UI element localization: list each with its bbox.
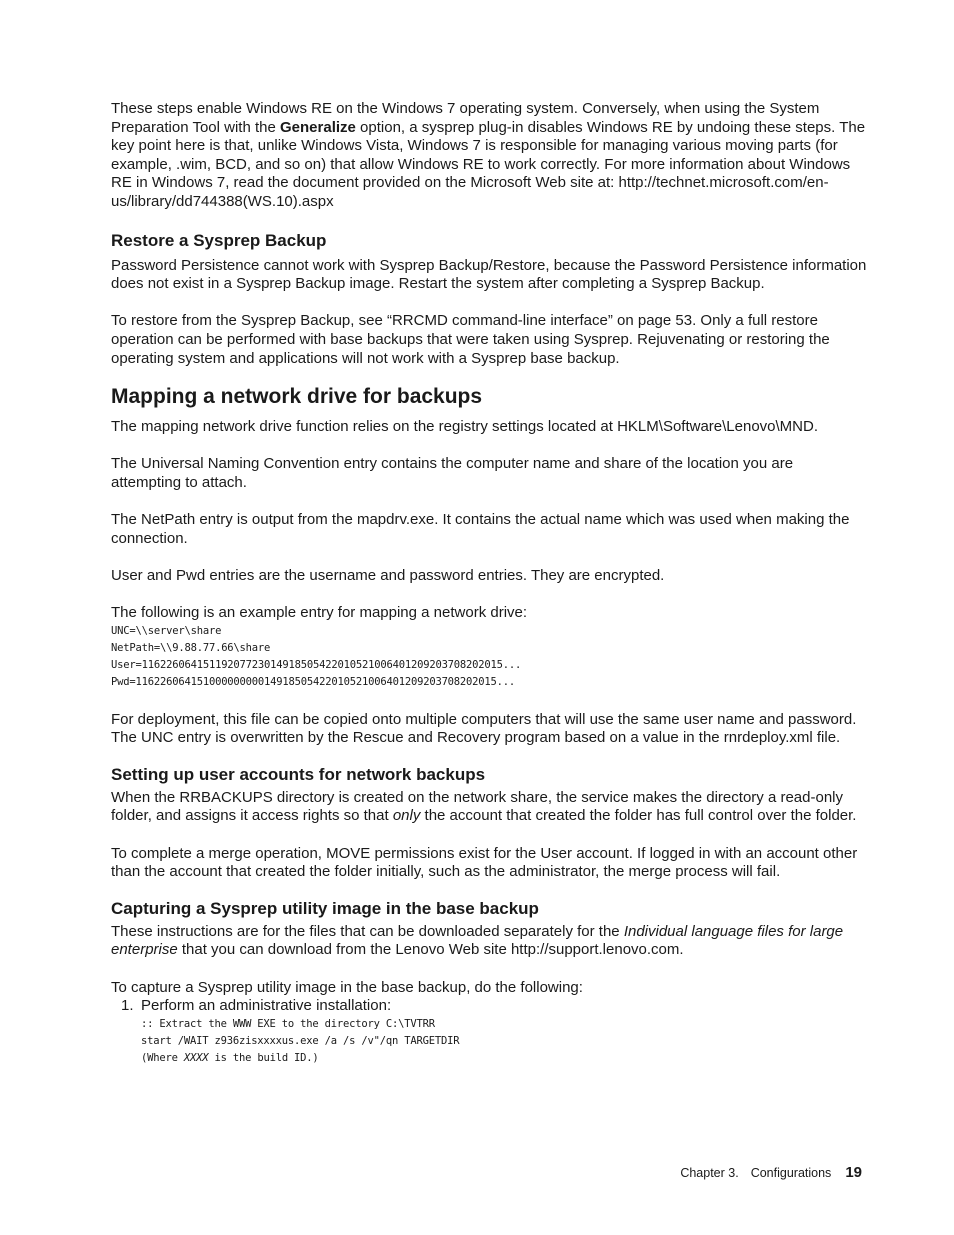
restore-paragraph-2: To restore from the Sysprep Backup, see “RRCMD command-line interface” on page 53. Only a full restore operation can be performed with base backups that were taken using Sysprep. Rejuvenating or restoring the operating system and applications will not work with a Sysprep base backup. bbox=[111, 312, 830, 367]
capture-text-a: These instructions are for the files that can be downloaded separately for the bbox=[111, 922, 624, 940]
build-id-placeholder: XXXX bbox=[183, 1051, 209, 1064]
restore-heading: Restore a Sysprep Backup bbox=[111, 230, 327, 250]
capture-text-b: that you can download from the Lenovo Web site http://support.lenovo.com. bbox=[177, 941, 684, 959]
capture-heading: Capturing a Sysprep utility image in the base backup bbox=[111, 898, 539, 918]
accounts-paragraph-1 bbox=[111, 789, 867, 826]
mapping-code-line-pwd: Pwd=11622606415100000000014918505422010521006401209203708202015... bbox=[111, 675, 516, 688]
page-footer bbox=[680, 1164, 862, 1181]
language-files-emphasis: Individual language files for large enterprise bbox=[111, 922, 844, 959]
capture-paragraph-1 bbox=[111, 923, 867, 960]
step-code-line-1: :: Extract the WWW EXE to the directory C:\TVTRR bbox=[141, 1017, 435, 1030]
footer-section: Configurations bbox=[750, 1166, 832, 1180]
restore-paragraph-1: Password Persistence cannot work with Sysprep Backup/Restore, because the Password Persistence information does not exist in a Sysprep Backup image. Restart the system after completing a Sysprep Backup. bbox=[111, 256, 867, 293]
mapping-code-line-netpath: NetPath=\\9.88.77.66\share bbox=[111, 641, 271, 654]
only-emphasis: only bbox=[392, 807, 421, 825]
accounts-text-b: the account that created the folder has full control over the folder. bbox=[420, 807, 857, 825]
accounts-text-a: When the RRBACKUPS directory is created on the network share, the service makes the directory a read-only folder, and assigns it access rights so that bbox=[111, 788, 843, 825]
mapping-paragraph-1: The mapping network drive function relies on the registry settings located at HKLM\Software\Lenovo\MND. bbox=[111, 418, 819, 436]
step-text: Perform an administrative installation: bbox=[141, 997, 392, 1015]
step-code-line-2: start /WAIT z936zisxxxxus.exe /a /s /v"/qn TARGETDIR bbox=[141, 1034, 460, 1047]
accounts-paragraph-2: To complete a merge operation, MOVE permissions exist for the User account. If logged in with an account other than the account that created the folder initially, such as the administrator, the merge process will fail. bbox=[111, 844, 858, 881]
intro-text-b: option, a sysprep plug-in disables Windows RE by undoing these steps. The key point here is that, unlike Windows Vista, Windows 7 is responsible for managing various moving parts (for example, .wim, BCD, and so on) that allow Windows RE to work correctly. For more information about Windows RE in Windows 7, read the document provided on the Microsoft Web site at: http://technet.microsoft.com/en-us/library/dd744388(WS.10).aspx bbox=[111, 118, 866, 210]
list-item bbox=[111, 997, 867, 1067]
step-code-line-3 bbox=[141, 1050, 867, 1067]
capture-paragraph-2: To capture a Sysprep utility image in the base backup, do the following: bbox=[111, 978, 583, 996]
mapping-paragraph-3: The NetPath entry is output from the mapdrv.exe. It contains the actual name which was used when making the connection. bbox=[111, 511, 850, 547]
code-note-a: (Where bbox=[141, 1051, 184, 1064]
mapping-paragraph-5: The following is an example entry for mapping a network drive: bbox=[111, 604, 528, 622]
code-note-b: is the build ID.) bbox=[208, 1051, 319, 1064]
step-number: 1. bbox=[121, 997, 134, 1015]
mapping-paragraph-2: The Universal Naming Convention entry contains the computer name and share of the location you are attempting to attach. bbox=[111, 455, 794, 491]
intro-text-a: These steps enable Windows RE on the Windows 7 operating system. Conversely, when using the System Preparation Tool with the bbox=[111, 100, 820, 136]
generalize-term: Generalize bbox=[280, 118, 356, 136]
mapping-heading: Mapping a network drive for backups bbox=[111, 385, 483, 409]
footer-chapter: Chapter 3. bbox=[680, 1166, 739, 1180]
mapping-code-line-unc: UNC=\\server\share bbox=[111, 624, 222, 637]
page-number: 19 bbox=[845, 1164, 862, 1181]
accounts-heading: Setting up user accounts for network backups bbox=[111, 764, 486, 784]
intro-paragraph bbox=[111, 100, 867, 212]
mapping-code-line-user: User=11622606415119207723014918505422010521006401209203708202015... bbox=[111, 658, 522, 671]
mapping-paragraph-6: For deployment, this file can be copied onto multiple computers that will use the same user name and password. The UNC entry is overwritten by the Rescue and Recovery program based on a value in the rnrdeploy.xml file. bbox=[111, 710, 857, 747]
mapping-paragraph-4: User and Pwd entries are the username and password entries. They are encrypted. bbox=[111, 566, 665, 584]
document-body bbox=[111, 100, 867, 1067]
